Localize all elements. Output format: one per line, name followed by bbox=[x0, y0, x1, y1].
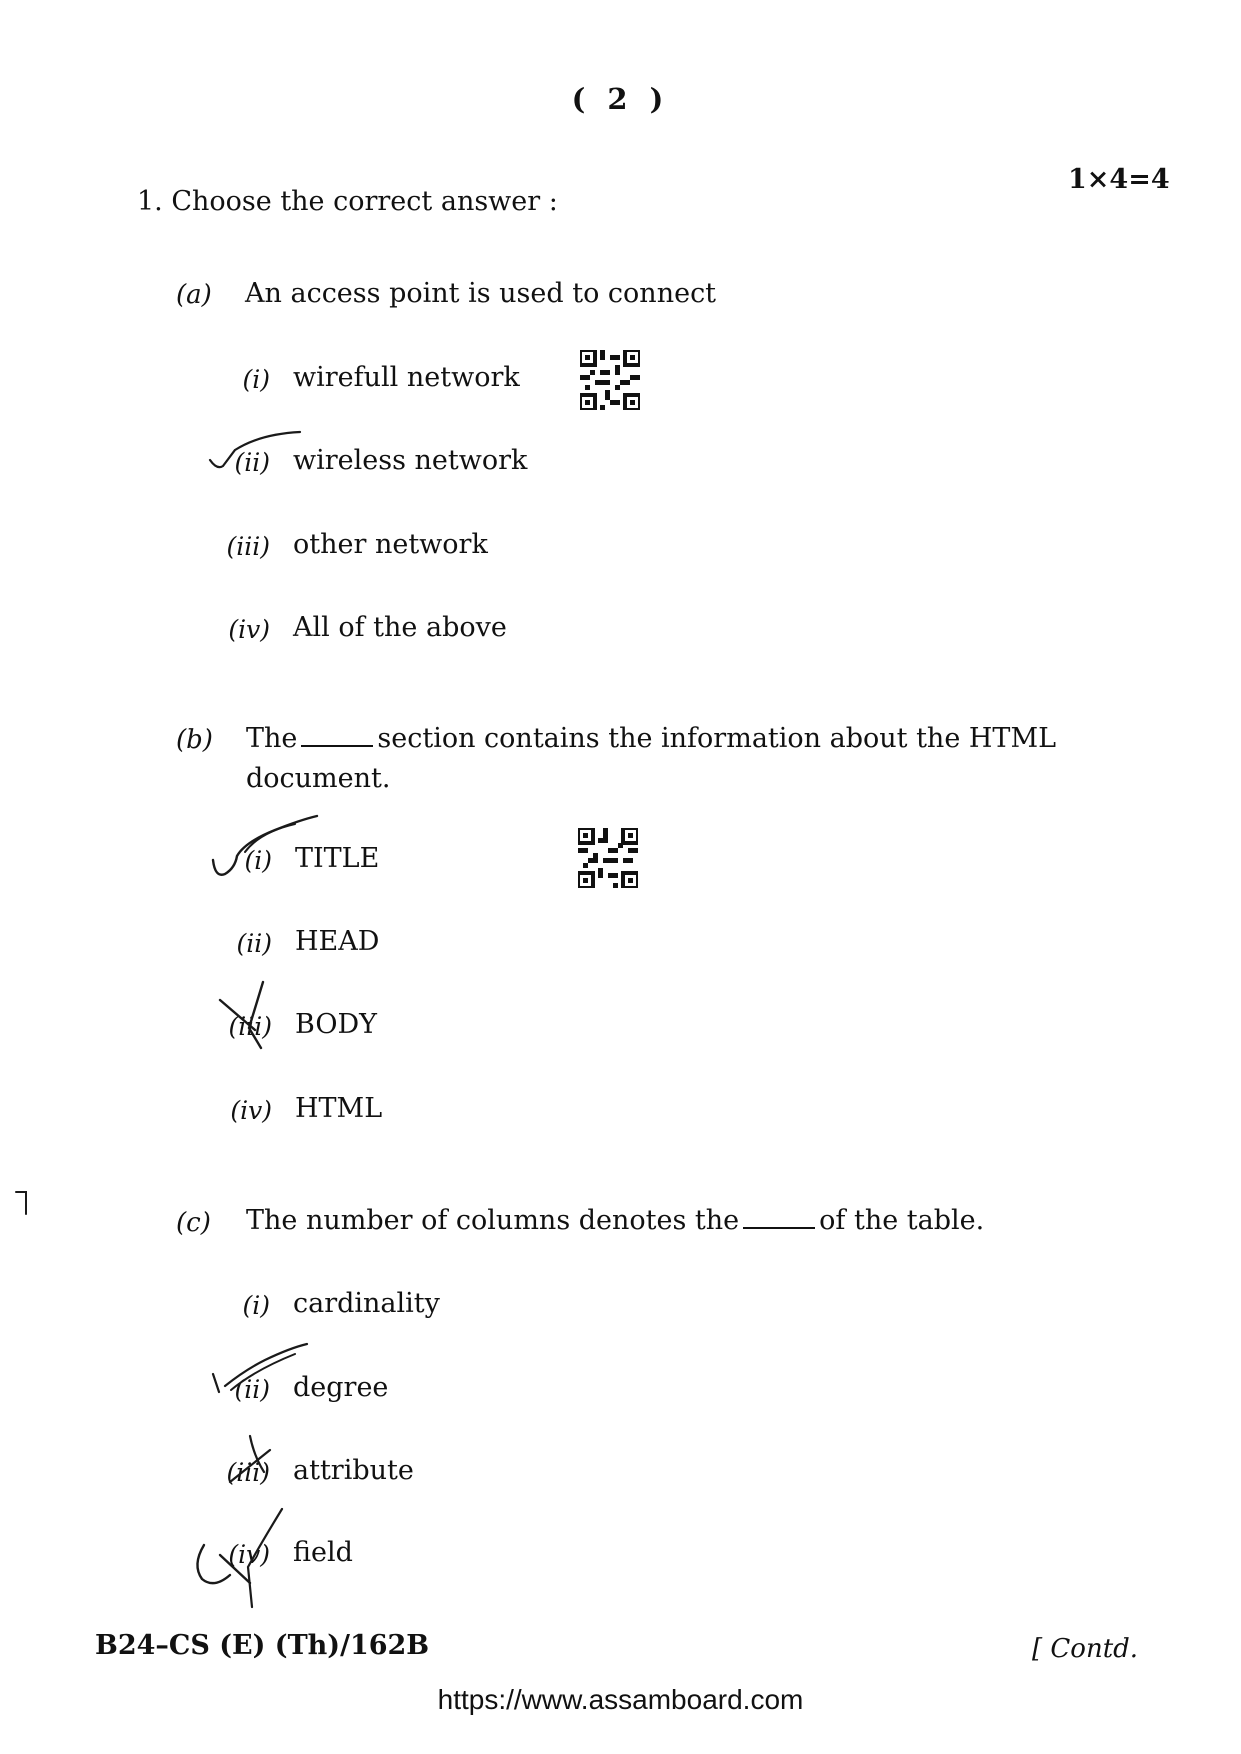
answer-blank bbox=[743, 1227, 815, 1229]
cross-mark-icon bbox=[215, 978, 285, 1058]
part-b-stem-start: The bbox=[246, 723, 298, 754]
qr-code-icon bbox=[578, 828, 638, 888]
answer-blank bbox=[301, 745, 373, 747]
question-title: 1. Choose the correct answer : bbox=[137, 186, 558, 217]
part-c-option-text: cardinality bbox=[293, 1288, 440, 1319]
source-url: https://www.assamboard.com bbox=[437, 1684, 804, 1715]
part-a-option-label: (i) bbox=[242, 365, 270, 394]
cross-mark-icon bbox=[220, 1432, 290, 1502]
margin-mark-icon bbox=[14, 1188, 34, 1218]
part-b-option-text: HTML bbox=[295, 1093, 383, 1124]
part-c-stem-end: of the table. bbox=[819, 1205, 985, 1236]
marks-allocation: 1×4=4 bbox=[1068, 164, 1170, 195]
continued-note: [ Contd. bbox=[1032, 1634, 1139, 1664]
part-b-option-label: (iv) bbox=[230, 1096, 272, 1125]
part-b-option-text: TITLE bbox=[295, 843, 380, 874]
part-a-option-label: (iii) bbox=[226, 532, 270, 561]
part-c-stem-start: The number of columns denotes the bbox=[246, 1205, 740, 1236]
part-a-option-label: (ii) bbox=[234, 448, 270, 477]
part-a-option-label: (iv) bbox=[228, 615, 270, 644]
part-b-label: (b) bbox=[176, 725, 213, 755]
part-b-option-text: HEAD bbox=[295, 926, 380, 957]
part-a-option-text: other network bbox=[293, 529, 488, 560]
part-c-option-label: (i) bbox=[242, 1291, 270, 1320]
part-c-option-text: degree bbox=[293, 1372, 389, 1403]
page-number: ( 2 ) bbox=[571, 82, 670, 116]
part-a-option-text: wireless network bbox=[293, 445, 528, 476]
part-a-stem: An access point is used to connect bbox=[245, 278, 717, 309]
part-a-option-text: wirefull network bbox=[293, 362, 520, 393]
part-b-stem-end: section contains the information about the HTML bbox=[377, 723, 1057, 754]
part-b-option-text: BODY bbox=[295, 1009, 377, 1040]
tick-mark-icon bbox=[205, 812, 325, 892]
part-b-stem bbox=[246, 723, 1056, 754]
part-c-stem bbox=[246, 1205, 984, 1236]
part-c-option-text: field bbox=[293, 1537, 353, 1568]
qr-code-icon bbox=[580, 350, 640, 410]
part-b-option-label: (ii) bbox=[236, 929, 272, 958]
paper-code: B24–CS (E) (Th)/162B bbox=[95, 1630, 430, 1661]
part-c-option-label: (iii) bbox=[226, 1458, 270, 1487]
part-b-stem-line2: document. bbox=[246, 763, 391, 794]
part-a-label: (a) bbox=[176, 280, 212, 310]
part-c-option-text: attribute bbox=[293, 1455, 414, 1486]
part-a-option-text: All of the above bbox=[293, 612, 507, 643]
part-b-option-label: (iii) bbox=[228, 1012, 272, 1041]
part-c-option-label: (ii) bbox=[234, 1375, 270, 1404]
tick-mark-icon bbox=[205, 1340, 315, 1400]
tick-mark-icon bbox=[205, 428, 315, 478]
part-b-option-label: (i) bbox=[244, 846, 272, 875]
cross-mark-icon bbox=[190, 1505, 300, 1615]
part-c-option-label: (iv) bbox=[228, 1540, 270, 1569]
part-c-label: (c) bbox=[176, 1208, 211, 1238]
